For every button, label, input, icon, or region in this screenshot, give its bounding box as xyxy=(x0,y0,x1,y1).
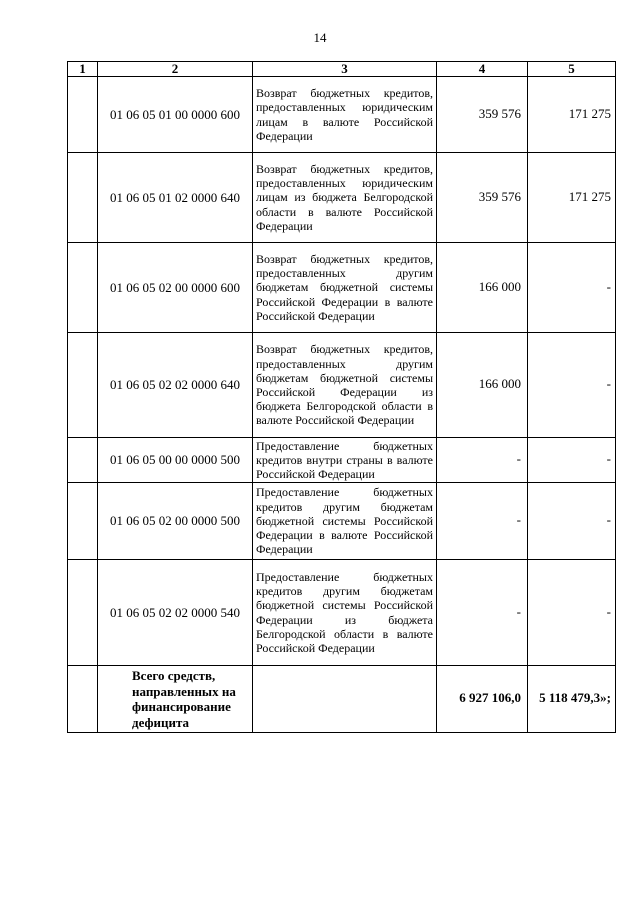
amount-col4: 359 576 xyxy=(437,77,528,153)
table-row xyxy=(68,243,616,333)
amount-col4: - xyxy=(437,483,528,560)
amount-col5: 171 275 xyxy=(528,153,616,243)
row-description: Возврат бюджетных кредитов, предоставленных юридическим лицам из бюджета Белгородской области в валюте Российской Федерации xyxy=(253,153,437,243)
amount-col5: - xyxy=(528,483,616,560)
budget-code: 01 06 05 02 00 0000 600 xyxy=(98,243,253,333)
row-description: Предоставление бюджетных кредитов другим бюджетам бюджетной системы Российской Федерации в валюте Российской Федерации xyxy=(253,483,437,560)
header-row xyxy=(68,62,616,77)
budget-code: 01 06 05 01 00 0000 600 xyxy=(98,77,253,153)
table-row xyxy=(68,77,616,153)
amount-col5: - xyxy=(528,438,616,483)
amount-col5: - xyxy=(528,243,616,333)
total-label: Всего средств, направленных на финансирование дефицита xyxy=(98,666,253,733)
table-row xyxy=(68,483,616,560)
header-col-2: 2 xyxy=(98,62,253,77)
financing-sources-table xyxy=(67,61,616,733)
total-col5: 5 118 479,3»; xyxy=(528,666,616,733)
table-row xyxy=(68,438,616,483)
page-number: 14 xyxy=(313,30,327,45)
amount-col5: 171 275 xyxy=(528,77,616,153)
header-col-3: 3 xyxy=(253,62,437,77)
total-row xyxy=(68,666,616,733)
total-description-cell xyxy=(253,666,437,733)
amount-col5: - xyxy=(528,333,616,438)
amount-col4: 359 576 xyxy=(437,153,528,243)
table-row xyxy=(68,333,616,438)
row-number-cell xyxy=(68,438,98,483)
row-number-cell xyxy=(68,666,98,733)
amount-col4: 166 000 xyxy=(437,243,528,333)
table-row xyxy=(68,560,616,666)
row-description: Возврат бюджетных кредитов, предоставленных другим бюджетам бюджетной системы Российской Федерации в валюте Российской Федерации xyxy=(253,243,437,333)
row-description: Возврат бюджетных кредитов, предоставленных другим бюджетам бюджетной системы Российской Федерации из бюджета Белгородской области в валюте Российской Федерации xyxy=(253,333,437,438)
row-description: Предоставление бюджетных кредитов внутри страны в валюте Российской Федерации xyxy=(253,438,437,483)
header-col-5: 5 xyxy=(528,62,616,77)
row-number-cell xyxy=(68,243,98,333)
header-col-4: 4 xyxy=(437,62,528,77)
total-col4: 6 927 106,0 xyxy=(437,666,528,733)
row-description: Предоставление бюджетных кредитов другим бюджетам бюджетной системы Российской Федерации из бюджета Белгородской области в валюте Российской Федерации xyxy=(253,560,437,666)
amount-col4: - xyxy=(437,438,528,483)
header-col-1: 1 xyxy=(68,62,98,77)
table-row xyxy=(68,153,616,243)
row-number-cell xyxy=(68,77,98,153)
row-number-cell xyxy=(68,333,98,438)
row-number-cell xyxy=(68,153,98,243)
budget-code: 01 06 05 02 02 0000 540 xyxy=(98,560,253,666)
row-number-cell xyxy=(68,560,98,666)
amount-col4: 166 000 xyxy=(437,333,528,438)
amount-col5: - xyxy=(528,560,616,666)
amount-col4: - xyxy=(437,560,528,666)
row-description: Возврат бюджетных кредитов, предоставленных юридическим лицам в валюте Российской Федерации xyxy=(253,77,437,153)
budget-code: 01 06 05 00 00 0000 500 xyxy=(98,438,253,483)
row-number-cell xyxy=(68,483,98,560)
budget-code: 01 06 05 01 02 0000 640 xyxy=(98,153,253,243)
budget-code: 01 06 05 02 00 0000 500 xyxy=(98,483,253,560)
budget-code: 01 06 05 02 02 0000 640 xyxy=(98,333,253,438)
